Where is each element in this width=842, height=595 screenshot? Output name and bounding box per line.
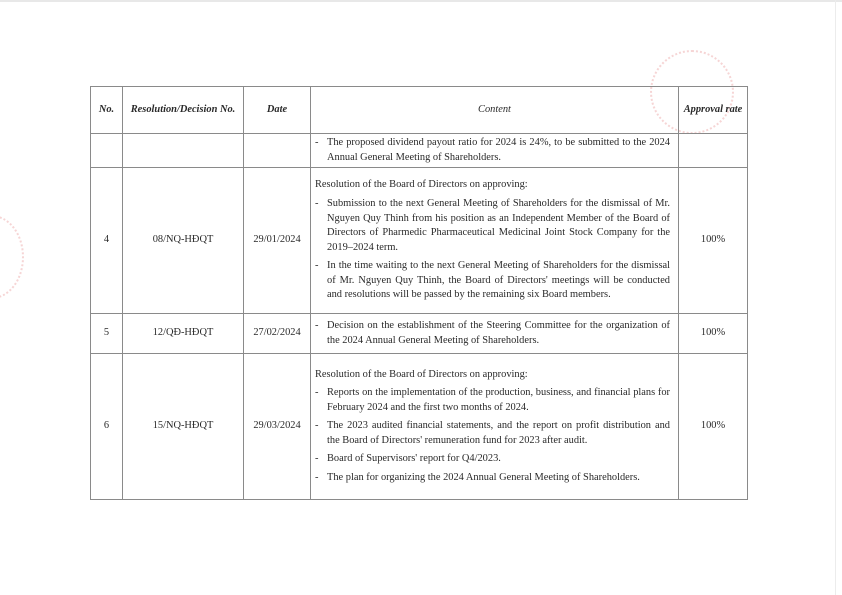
row-date: 29/01/2024 [244,168,311,314]
table-row [91,354,748,500]
row-approval-rate: 100% [679,168,748,314]
page-top-edge [0,0,842,2]
content-intro: Resolution of the Board of Directors on approving: [315,368,528,380]
row-resolution-no: 15/NQ-HĐQT [123,354,244,500]
row-no: 6 [91,354,123,500]
red-stamp-seal-partial [0,215,24,299]
table-header-row [91,87,748,134]
header-content: Content [311,87,679,134]
content-cell [311,354,679,500]
list-item: - The plan for organizing the 2024 Annual General Meeting of Shareholders. [315,472,640,484]
header-date: Date [244,87,311,134]
table-row-continued [91,134,748,168]
table-row [91,314,748,354]
board-resolutions-table [90,86,748,500]
list-item: - Decision on the establishment of the Steering Committee for the organization of the 2024 Annual General Meeting of Shareholders. [315,320,670,346]
row-date: 29/03/2024 [244,354,311,500]
row-approval-rate: 100% [679,354,748,500]
page-right-edge [835,0,836,595]
list-item: - The proposed dividend payout ratio for 2024 is 24%, to be submitted to the 2024 Annual General Meeting of Shareholders. [315,137,670,163]
list-item: - The 2023 audited financial statements, and the report on profit distribution and the Board of Directors' remuneration fund for 2023 after audit. [315,420,670,446]
table-row [91,168,748,314]
row-date: 27/02/2024 [244,314,311,354]
list-item: - In the time waiting to the next General Meeting of Shareholders for the dismissal of Mr. Nguyen Quy Thinh, the Board of Directors' meetings will be conducted and resolutions will be passed by the remaining six Board members. [315,260,670,301]
header-approval-rate: Approval rate [679,87,748,134]
list-item: - Submission to the next General Meeting of Shareholders for the dismissal of Mr. Nguyen Quy Thinh from his position as an Independent Member of the Board of Directors of Pharmedic Pharmaceutical Medicinal Joint Stock Company for the 2019–2024 term. [315,197,670,253]
row-approval-rate: 100% [679,314,748,354]
list-item: - Board of Supervisors' report for Q4/2023. [315,453,501,465]
header-no: No. [91,87,123,134]
content-cell [311,168,679,314]
row-no: 4 [91,168,123,314]
content-cell [311,134,679,168]
list-item: - Reports on the implementation of the production, business, and financial plans for February 2024 and the first two months of 2024. [315,387,670,413]
row-no: 5 [91,314,123,354]
header-resolution-no: Resolution/Decision No. [123,87,244,134]
row-resolution-no: 08/NQ-HĐQT [123,168,244,314]
row-resolution-no: 12/QĐ-HĐQT [123,314,244,354]
content-cell [311,314,679,354]
content-intro: Resolution of the Board of Directors on approving: [315,179,528,191]
